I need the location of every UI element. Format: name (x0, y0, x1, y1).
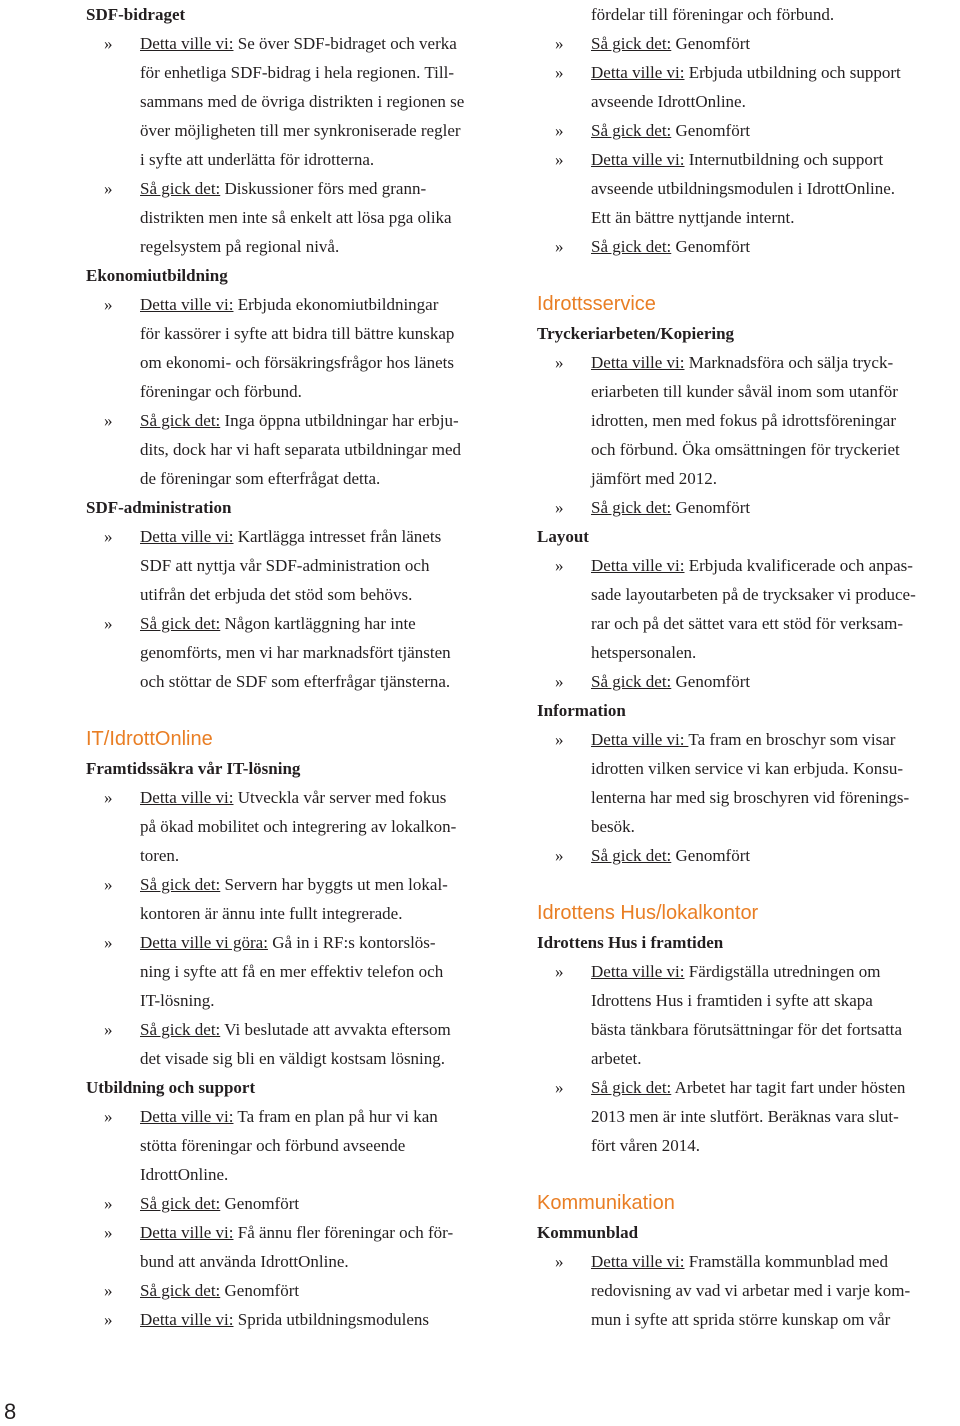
bullet-item (86, 1276, 516, 1305)
text-line: på ökad mobilitet och integrering av lokalkon- (140, 817, 457, 836)
bullet-marker: » (555, 1078, 564, 1097)
subheading: Kommunblad (537, 1223, 639, 1242)
item-text: Vi beslutade att avvakta eftersom (220, 1020, 451, 1039)
bullet-item (537, 145, 952, 174)
bullet-item (86, 1015, 516, 1044)
text-line: över möjligheten till mer synkroniserade regler (140, 121, 461, 140)
bullet-marker: » (104, 1223, 113, 1242)
item-text: Genomfört (671, 237, 751, 256)
bullet-item (86, 783, 516, 812)
item-text: Diskussioner förs med grann- (220, 179, 427, 198)
bullet-item (537, 58, 952, 87)
bullet-item (86, 928, 516, 957)
text-line: ning i syfte att få en mer effektiv telefon och (140, 962, 444, 981)
bullet-marker: » (555, 498, 564, 517)
bullet-item (86, 609, 516, 638)
item-label: Detta ville vi: (591, 556, 685, 575)
bullet-marker: » (555, 846, 564, 865)
text-line: idrotten vilken service vi kan erbjuda. Konsu- (591, 759, 904, 778)
item-text: Genomfört (671, 121, 751, 140)
bullet-marker: » (104, 1107, 113, 1126)
item-text: Utveckla vår server med fokus (233, 788, 447, 807)
item-label: Så gick det: (140, 1281, 221, 1300)
bullet-item (537, 29, 952, 58)
bullet-marker: » (104, 295, 113, 314)
item-label: Detta ville vi: (140, 527, 234, 546)
item-text: Arbetet har tagit fart under hösten (671, 1078, 906, 1097)
item-text: Genomfört (220, 1194, 300, 1213)
item-text: Inga öppna utbildningar har erbju- (220, 411, 459, 430)
text-line: om ekonomi- och försäkringsfrågor hos länets (140, 353, 454, 372)
bullet-marker: » (104, 875, 113, 894)
item-text: Erbjuda kvalificerade och anpas- (684, 556, 913, 575)
bullet-marker: » (555, 34, 564, 53)
text-line: kontoren är ännu inte fullt integrerade. (140, 904, 403, 923)
item-text: Erbjuda utbildning och support (684, 63, 901, 82)
subheading: Information (537, 701, 626, 720)
bullet-marker: » (104, 1281, 113, 1300)
subheading: Framtidssäkra vår IT-lösning (86, 759, 301, 778)
text-line: SDF att nyttja vår SDF-administration och (140, 556, 430, 575)
bullet-marker: » (555, 353, 564, 372)
text-line: sade layoutarbeten på de trycksaker vi produce- (591, 585, 916, 604)
text-line: mun i syfte att sprida större kunskap om vår (591, 1310, 891, 1329)
bullet-marker: » (555, 63, 564, 82)
text-line: föreningar och förbund. (140, 382, 302, 401)
text-line: bund att använda IdrottOnline. (140, 1252, 349, 1271)
bullet-marker: » (104, 1194, 113, 1213)
item-label: Detta ville vi: (140, 1310, 234, 1329)
text-line: och förbund. Öka omsättningen för tryckeriet (591, 440, 900, 459)
item-text: Ta fram en broschyr som visar (688, 730, 896, 749)
text-line: IdrottOnline. (140, 1165, 229, 1184)
bullet-item (537, 957, 952, 986)
item-text: Ta fram en plan på hur vi kan (233, 1107, 438, 1126)
text-line: hetspersonalen. (591, 643, 697, 662)
text-line: sammans med de övriga distrikten i regionen se (140, 92, 465, 111)
bullet-item (537, 841, 952, 870)
bullet-item (537, 667, 952, 696)
bullet-item (537, 1073, 952, 1102)
item-text: Sprida utbildningsmodulens (233, 1310, 429, 1329)
bullet-item (86, 1305, 516, 1334)
bullet-item (537, 1247, 952, 1276)
item-text: Genomfört (671, 34, 751, 53)
item-label: Så gick det: (140, 1194, 221, 1213)
item-text: Servern har byggts ut men lokal- (220, 875, 448, 894)
subheading: SDF-bidraget (86, 5, 186, 24)
text-line: Idrottens Hus i framtiden i syfte att skapa (591, 991, 873, 1010)
text-line: distrikten men inte så enkelt att lösa pga olika (140, 208, 452, 227)
item-label: Detta ville vi göra: (140, 933, 268, 952)
text-line: bästa tänkbara förutsättningar för det fortsatta (591, 1020, 903, 1039)
bullet-marker: » (555, 730, 564, 749)
section-heading: Kommunikation (537, 1192, 675, 1214)
item-label: Så gick det: (591, 846, 672, 865)
page-number: 8 (4, 1399, 17, 1424)
spacer (537, 870, 952, 899)
item-label: Detta ville vi: (591, 730, 689, 749)
right-column (537, 0, 952, 1334)
item-text: Genomfört (671, 498, 751, 517)
bullet-item (86, 870, 516, 899)
text-line: i syfte att underlätta för idrotterna. (140, 150, 375, 169)
bullet-item (86, 406, 516, 435)
text-line: utifrån det erbjuda det stöd som behövs. (140, 585, 413, 604)
spacer (537, 1160, 952, 1189)
text-line: genomförts, men vi har marknadsfört tjänsten (140, 643, 451, 662)
section-heading: IT/IdrottOnline (86, 728, 213, 750)
text-line: besök. (591, 817, 635, 836)
subheading: SDF-administration (86, 498, 232, 517)
item-label: Detta ville vi: (140, 788, 234, 807)
text-line: fördelar till föreningar och förbund. (591, 5, 835, 24)
item-label: Så gick det: (591, 1078, 672, 1097)
text-line: IT-lösning. (140, 991, 215, 1010)
section-heading: Idrottsservice (537, 293, 656, 315)
subheading: Idrottens Hus i framtiden (537, 933, 724, 952)
bullet-marker: » (104, 1310, 113, 1329)
subheading: Ekonomiutbildning (86, 266, 228, 285)
bullet-marker: » (104, 411, 113, 430)
text-line: de föreningar som efterfrågat detta. (140, 469, 381, 488)
bullet-item (537, 116, 952, 145)
item-label: Så gick det: (140, 875, 221, 894)
bullet-marker: » (104, 179, 113, 198)
bullet-item (86, 1218, 516, 1247)
bullet-marker: » (555, 556, 564, 575)
text-line: jämfört med 2012. (591, 469, 718, 488)
bullet-marker: » (555, 962, 564, 981)
item-text: Få ännu fler föreningar och för- (233, 1223, 454, 1242)
text-line: för enhetliga SDF-bidrag i hela regionen. Till- (140, 63, 454, 82)
item-label: Så gick det: (591, 34, 672, 53)
bullet-marker: » (104, 34, 113, 53)
text-line: arbetet. (591, 1049, 642, 1068)
spacer (86, 696, 516, 725)
item-text: Gå in i RF:s kontorslös- (267, 933, 436, 952)
item-text: Genomfört (671, 846, 751, 865)
bullet-marker: » (555, 237, 564, 256)
item-label: Så gick det: (591, 672, 672, 691)
item-text: Se över SDF-bidraget och verka (233, 34, 457, 53)
bullet-marker: » (555, 672, 564, 691)
bullet-item (86, 522, 516, 551)
item-label: Detta ville vi: (591, 63, 685, 82)
text-line: fört våren 2014. (591, 1136, 701, 1155)
bullet-item (86, 29, 516, 58)
item-text: Marknadsföra och sälja tryck- (684, 353, 894, 372)
text-line: och stöttar de SDF som efterfrågar tjänsterna. (140, 672, 451, 691)
item-label: Detta ville vi: (591, 1252, 685, 1271)
item-text: Kartlägga intresset från länets (233, 527, 442, 546)
bullet-item (86, 174, 516, 203)
text-line: eriarbeten till kunder såväl inom som utanför (591, 382, 898, 401)
item-label: Så gick det: (140, 179, 221, 198)
subheading: Tryckeriarbeten/Kopiering (537, 324, 735, 343)
bullet-marker: » (104, 933, 113, 952)
bullet-item (537, 493, 952, 522)
bullet-marker: » (555, 121, 564, 140)
item-text: Erbjuda ekonomiutbildningar (233, 295, 439, 314)
text-line: lenterna har med sig broschyren vid förenings- (591, 788, 910, 807)
left-column (86, 0, 516, 1334)
bullet-item (86, 1189, 516, 1218)
text-line: det visade sig bli en väldigt kostsam lösning. (140, 1049, 446, 1068)
bullet-marker: » (555, 1252, 564, 1271)
item-label: Så gick det: (140, 1020, 221, 1039)
bullet-marker: » (104, 527, 113, 546)
text-line: dits, dock har vi haft separata utbildningar med (140, 440, 462, 459)
item-label: Så gick det: (591, 121, 672, 140)
text-line: toren. (140, 846, 180, 865)
item-label: Detta ville vi: (591, 962, 685, 981)
item-text: Internutbildning och support (684, 150, 884, 169)
bullet-item (86, 1102, 516, 1131)
section-heading: Idrottens Hus/lokalkontor (537, 902, 759, 924)
bullet-item (86, 290, 516, 319)
text-line: idrotten, men med fokus på idrottsföreningar (591, 411, 896, 430)
spacer (537, 261, 952, 290)
item-label: Detta ville vi: (140, 295, 234, 314)
item-text: Färdigställa utredningen om (684, 962, 881, 981)
bullet-marker: » (555, 150, 564, 169)
item-label: Så gick det: (140, 411, 221, 430)
item-text: Genomfört (220, 1281, 300, 1300)
item-text: Genomfört (671, 672, 751, 691)
item-label: Så gick det: (591, 498, 672, 517)
text-line: avseende utbildningsmodulen i IdrottOnline. (591, 179, 896, 198)
item-label: Detta ville vi: (140, 1223, 234, 1242)
item-text: Någon kartläggning har inte (220, 614, 416, 633)
text-line: för kassörer i syfte att bidra till bättre kunskap (140, 324, 455, 343)
item-label: Detta ville vi: (140, 1107, 234, 1126)
bullet-marker: » (104, 1020, 113, 1039)
text-line: rar och på det sättet vara ett stöd för verksam- (591, 614, 904, 633)
text-line: regelsystem på regional nivå. (140, 237, 340, 256)
text-line: Ett än bättre nyttjande internt. (591, 208, 795, 227)
text-line: 2013 men är inte slutfört. Beräknas vara slut- (591, 1107, 899, 1126)
bullet-item (537, 551, 952, 580)
bullet-item (537, 725, 952, 754)
item-label: Detta ville vi: (591, 353, 685, 372)
bullet-item (537, 348, 952, 377)
bullet-marker: » (104, 614, 113, 633)
bullet-marker: » (104, 788, 113, 807)
item-label: Så gick det: (140, 614, 221, 633)
item-label: Detta ville vi: (140, 34, 234, 53)
text-line: redovisning av vad vi arbetar med i varje kom- (591, 1281, 911, 1300)
item-label: Detta ville vi: (591, 150, 685, 169)
bullet-item (537, 232, 952, 261)
text-line: avseende IdrottOnline. (591, 92, 746, 111)
subheading: Utbildning och support (86, 1078, 256, 1097)
item-text: Framställa kommunblad med (684, 1252, 888, 1271)
subheading: Layout (537, 527, 589, 546)
text-line: stötta föreningar och förbund avseende (140, 1136, 406, 1155)
item-label: Så gick det: (591, 237, 672, 256)
